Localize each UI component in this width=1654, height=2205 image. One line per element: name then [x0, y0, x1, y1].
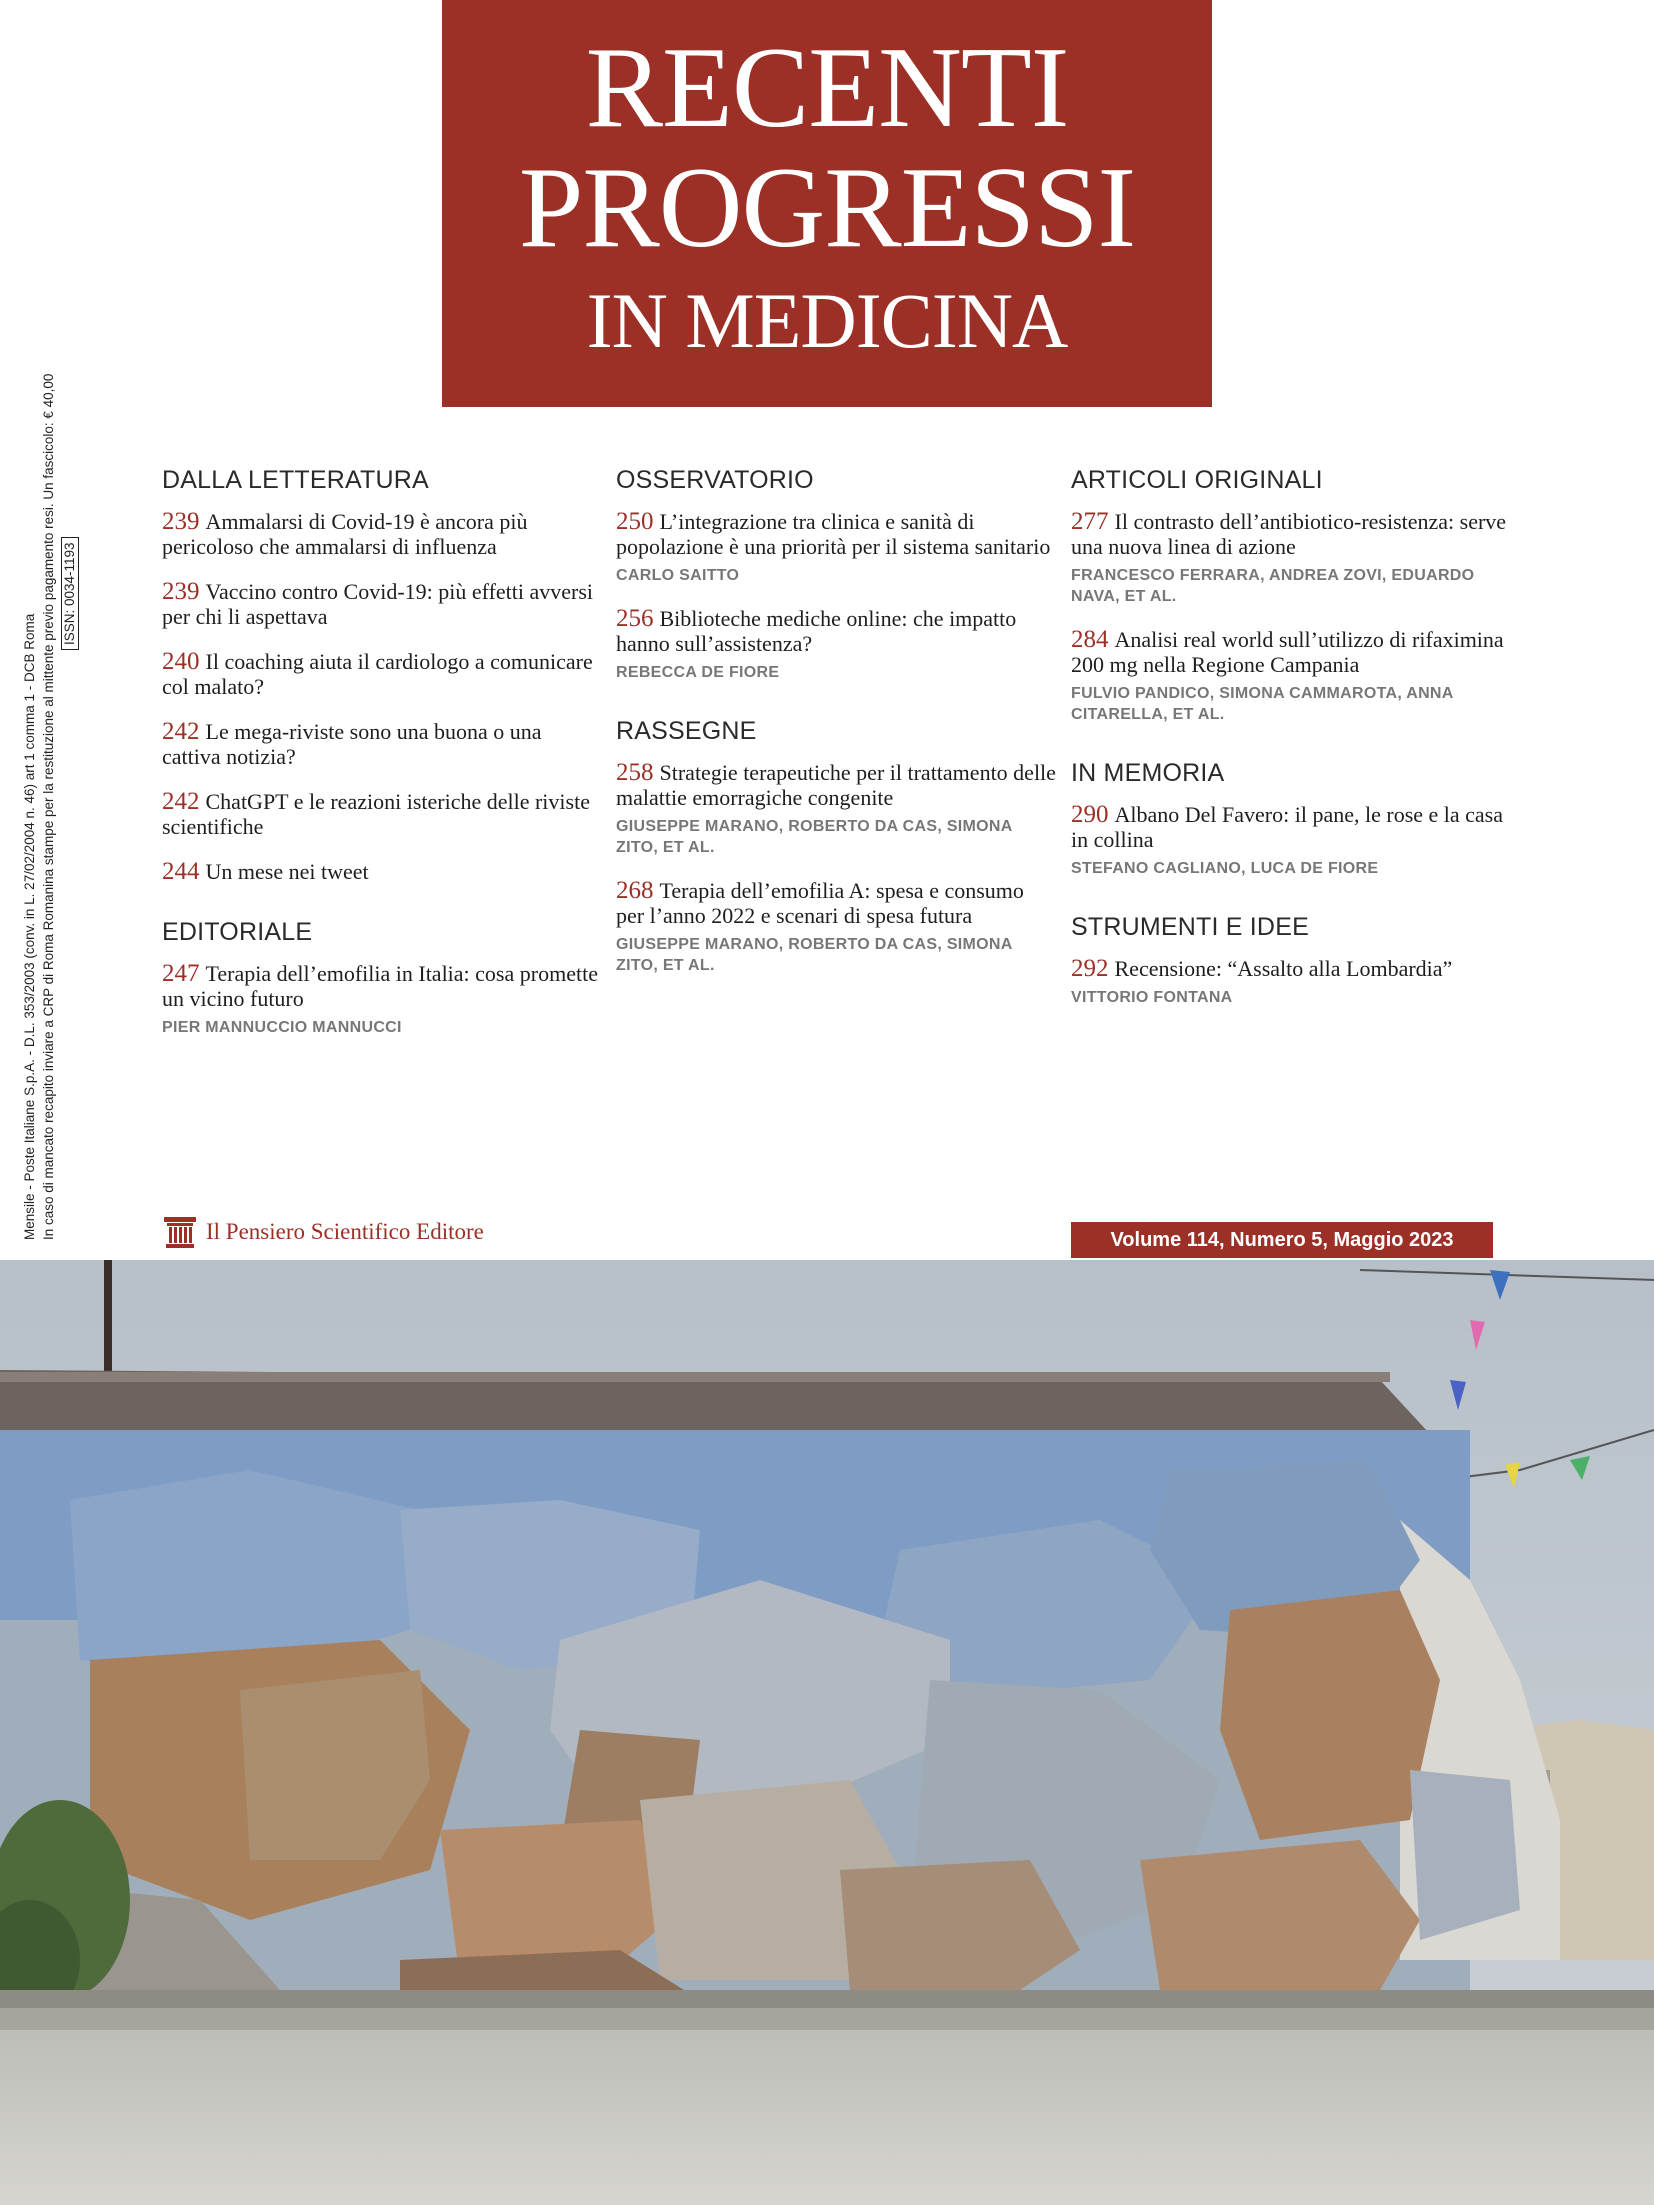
publisher	[162, 1214, 484, 1250]
article-authors: GIUSEPPE MARANO, ROBERTO DA CAS, SIMONA ZITO, ET AL.	[616, 936, 1013, 974]
legal-line-1-text: Mensile - Poste Italiane S.p.A. - D.L. 353/2003 (conv. in L. 27/02/2004 n. 46) art 1 comma 1 - DCB Roma	[22, 613, 37, 1240]
page-number: 242	[162, 718, 200, 745]
article-authors: REBECCA DE FIORE	[616, 664, 780, 681]
toc-entry[interactable]	[162, 509, 602, 559]
article-authors: PIER MANNUCCIO MANNUCCI	[162, 1019, 402, 1036]
legal-line-3	[60, 531, 79, 650]
article-title: Il coaching aiuta il cardiologo a comunicare col malato?	[162, 649, 593, 699]
legal-line-2-text: In caso di mancato recapito inviare a CRP di Roma Romanina stampe per la restituzione al mittente previo pagamento resi. Un fascicolo: € 40,00	[41, 373, 56, 1240]
page-number: 277	[1071, 508, 1109, 535]
page-number: 292	[1071, 955, 1109, 982]
article-title: Terapia dell’emofilia A: spesa e consumo per l’anno 2022 e scenari di spesa futura	[616, 878, 1024, 928]
section-title: OSSERVATORIO	[616, 466, 814, 494]
section-title: ARTICOLI ORIGINALI	[1071, 466, 1323, 494]
page-number: 290	[1071, 801, 1109, 828]
article-title: Ammalarsi di Covid-19 è ancora più pericoloso che ammalarsi di influenza	[162, 509, 528, 559]
article-title: Terapia dell’emofilia in Italia: cosa promette un vicino futuro	[162, 961, 598, 1011]
article-authors: FRANCESCO FERRARA, ANDREA ZOVI, EDUARDO NAVA, ET AL.	[1071, 567, 1475, 605]
page-number: 242	[162, 788, 200, 815]
toc-column-3	[1071, 466, 1511, 1028]
article-title: Strategie terapeutiche per il trattamento delle malattie emorragiche congenite	[616, 760, 1056, 810]
article-title: Analisi real world sull’utilizzo di rifaximina 200 mg nella Regione Campania	[1071, 627, 1504, 677]
masthead	[442, 0, 1212, 407]
article-title: Il contrasto dell’antibiotico-resistenza: serve una nuova linea di azione	[1071, 509, 1507, 559]
toc-entry[interactable]	[1071, 802, 1511, 879]
toc-entry[interactable]	[616, 606, 1056, 683]
article-authors: CARLO SAITTO	[616, 567, 740, 584]
article-title: Le mega-riviste sono una buona o una cattiva notizia?	[162, 719, 542, 769]
toc-entry[interactable]	[616, 878, 1056, 976]
article-authors: FULVIO PANDICO, SIMONA CAMMAROTA, ANNA CITARELLA, ET AL.	[1071, 685, 1454, 723]
toc-entry[interactable]	[1071, 509, 1511, 607]
legal-line-1	[20, 420, 39, 1240]
page-number: 240	[162, 648, 200, 675]
page-number: 239	[162, 508, 200, 535]
page-number: 256	[616, 605, 654, 632]
toc-entry[interactable]	[162, 579, 602, 629]
article-title: ChatGPT e le reazioni isteriche delle riviste scientifiche	[162, 789, 590, 839]
cover-photo	[0, 1260, 1654, 2205]
article-authors: VITTORIO FONTANA	[1071, 989, 1233, 1006]
masthead-title-line1: RECENTI	[585, 24, 1069, 152]
toc-entry[interactable]	[162, 649, 602, 699]
toc-column-1	[162, 466, 602, 1058]
page-number: 244	[162, 858, 200, 885]
article-title: Albano Del Favero: il pane, le rose e la casa in collina	[1071, 802, 1504, 852]
toc-entry[interactable]	[616, 760, 1056, 858]
issue-label: Volume 114, Numero 5, Maggio 2023	[1071, 1222, 1493, 1258]
toc-entry[interactable]	[162, 789, 602, 839]
toc-entry[interactable]	[162, 961, 602, 1038]
page-number: 247	[162, 960, 200, 987]
masthead-title-line3: IN MEDICINA	[586, 277, 1068, 364]
column-logo-icon	[162, 1215, 198, 1249]
issn-box: ISSN: 0034-1193	[61, 537, 79, 650]
section-title: IN MEMORIA	[1071, 759, 1225, 787]
toc-column-2	[616, 466, 1056, 996]
article-title: Vaccino contro Covid-19: più effetti avversi per chi li aspettava	[162, 579, 594, 629]
toc-entry[interactable]	[1071, 627, 1511, 725]
toc-entry[interactable]	[162, 719, 602, 769]
section-title: DALLA LETTERATURA	[162, 466, 429, 494]
page-number: 258	[616, 759, 654, 786]
page-number: 284	[1071, 626, 1109, 653]
publisher-name: Il Pensiero Scientifico Editore	[206, 1219, 484, 1244]
section-title: EDITORIALE	[162, 918, 313, 946]
article-title: L’integrazione tra clinica e sanità di popolazione è una priorità per il sistema sanitario	[616, 509, 1051, 559]
article-title: Biblioteche mediche online: che impatto hanno sull’assistenza?	[616, 606, 1017, 656]
masthead-title-line2: PROGRESSI	[518, 144, 1136, 272]
legal-sidebar	[20, 373, 92, 1240]
section-title: STRUMENTI E IDEE	[1071, 913, 1309, 941]
article-authors: GIUSEPPE MARANO, ROBERTO DA CAS, SIMONA ZITO, ET AL.	[616, 818, 1013, 856]
section-title: RASSEGNE	[616, 717, 757, 745]
legal-line-2	[39, 373, 58, 1240]
toc-entry[interactable]	[616, 509, 1056, 586]
article-authors: STEFANO CAGLIANO, LUCA DE FIORE	[1071, 860, 1379, 877]
toc-entry[interactable]	[1071, 956, 1511, 1008]
article-title: Recensione: “Assalto alla Lombardia”	[1114, 956, 1453, 981]
page-number: 268	[616, 877, 654, 904]
page-number: 250	[616, 508, 654, 535]
article-title: Un mese nei tweet	[205, 859, 369, 884]
toc-entry[interactable]	[162, 859, 602, 884]
page-number: 239	[162, 578, 200, 605]
